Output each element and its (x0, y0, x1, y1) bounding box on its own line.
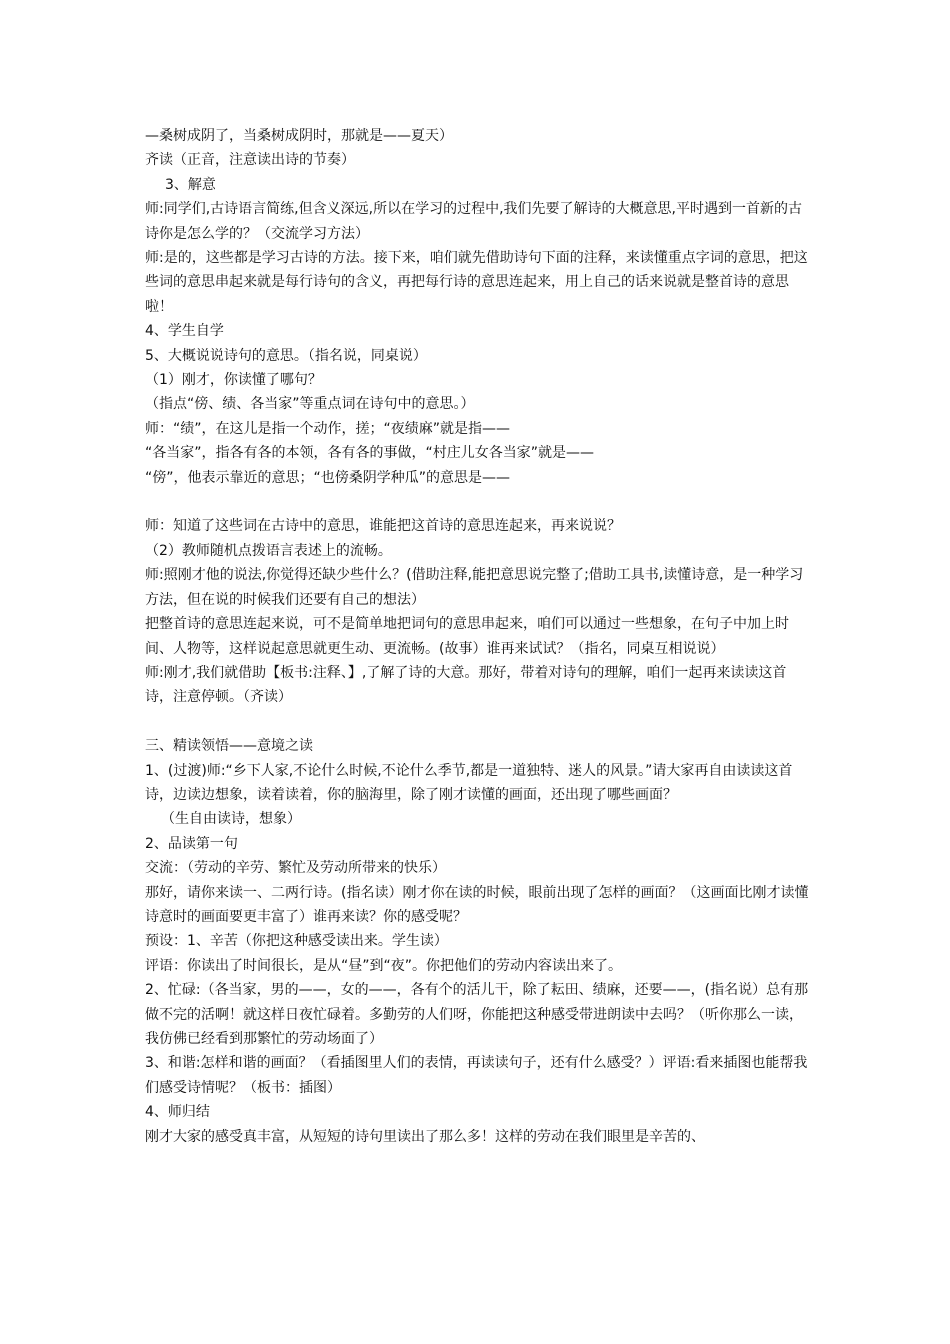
section-heading: 5、大概说说诗句的意思。（指名说，同桌说） (145, 347, 427, 364)
text-line: （2）教师随机点拨语言表述上的流畅。 (145, 542, 392, 559)
text-line: 预设：1、辛苦（你把这种感受读出来。学生读） (145, 933, 448, 950)
paragraph: 3、和谐:怎样和谐的画面？（看插图里人们的表情，再读读句子，还有什么感受？）评语:看来插图也能帮我们感受诗情呢？（板书：插图） (145, 1055, 808, 1096)
text-line: （指点“傍、绩、各当家”等重点词在诗句中的意思。） (145, 396, 475, 413)
text-line: “傍”，他表示靠近的意思；“也傍桑阴学种瓜”的意思是—— (145, 469, 511, 486)
text-line: 师：知道了这些词在古诗中的意思，谁能把这首诗的意思连起来，再来说说？ (145, 518, 621, 535)
blank-line (145, 490, 813, 514)
section-heading: 3、解意 (165, 176, 216, 193)
blank-line (145, 710, 813, 734)
text-line: （生自由读诗，想象） (161, 811, 301, 828)
text-line: “各当家”，指各有各的本领，各有各的事做，“村庄儿女各当家”就是—— (145, 445, 595, 462)
paragraph: 师:刚才,我们就借助【板书:注释、】,了解了诗的大意。那好，带着对诗句的理解，咱们一起再来读读这首诗，注意停顿。（齐读） (145, 664, 787, 706)
paragraph: 2、忙碌:（各当家，男的——，女的——，各有个的活儿干，除了耘田、绩麻，还要——，(指名说）总有那做不完的活啊！就这样日夜忙碌着。多勤劳的人们呀，你能把这种感受带进朗读中去吗？（听你那么一读，我仿佛已经看到那繁忙的劳动场面了） (145, 982, 809, 1047)
paragraph: 1、(过渡)师:“乡下人家,不论什么时候,不论什么季节,都是一道独特、迷人的风景。”请大家再自由读读这首诗，边读边想象，读着读着，你的脑海里，除了刚才读懂的画面，还出现了哪些画面？ (145, 762, 793, 803)
section-heading: 三、精读领悟——意境之读 (145, 738, 313, 755)
section-heading: 2、品读第一句 (145, 835, 238, 852)
text-line: 刚才大家的感受真丰富，从短短的诗句里读出了那么多！这样的劳动在我们眼里是辛苦的、 (145, 1128, 705, 1145)
text-line: —桑树成阴了，当桑树成阴时，那就是——夏天） (145, 128, 453, 144)
section-heading: 4、师归结 (145, 1104, 210, 1121)
text-line: 师：“绩”，在这儿是指一个动作，搓；“夜绩麻”就是指—— (145, 420, 511, 437)
document-body (145, 124, 813, 1149)
text-line: 评语：你读出了时间很长，是从“昼”到“夜”。你把他们的劳动内容读出来了。 (145, 957, 623, 974)
paragraph: 师:照刚才他的说法,你觉得还缺少些什么？(借助注释,能把意思说完整了;借助工具书,读懂诗意，是一种学习方法，但在说的时候我们还要有自己的想法） (145, 567, 804, 608)
text-line: （1）刚才，你读懂了哪句？ (145, 372, 322, 389)
paragraph: 师:同学们,古诗语言简练,但含义深远,所以在学习的过程中,我们先要了解诗的大概意思,平时遇到一首新的古诗你是怎么学的？（交流学习方法） (145, 201, 802, 242)
text-line: 齐读（正音，注意读出诗的节奏） (145, 152, 355, 169)
section-heading: 4、学生自学 (145, 323, 224, 340)
paragraph: 师:是的，这些都是学习古诗的方法。接下来，咱们就先借助诗句下面的注释，来读懂重点字词的意思，把这些词的意思串起来就是每行诗句的含义，再把每行诗的意思连起来，用上自己的话来说就是整首诗的意思啦！ (145, 250, 808, 315)
paragraph: 把整首诗的意思连起来说，可不是简单地把词句的意思串起来，咱们可以通过一些想象，在句子中加上时间、人物等，这样说起意思就更生动、更流畅。(故事）谁再来试试？（指名，同桌互相说说） (145, 616, 789, 657)
paragraph: 那好，请你来读一、二两行诗。(指名读）刚才你在读的时候，眼前出现了怎样的画面？（这画面比刚才读懂诗意时的画面要更丰富了）谁再来读？你的感受呢？ (145, 884, 809, 925)
text-line: 交流：（劳动的辛劳、繁忙及劳动所带来的快乐） (145, 860, 446, 877)
